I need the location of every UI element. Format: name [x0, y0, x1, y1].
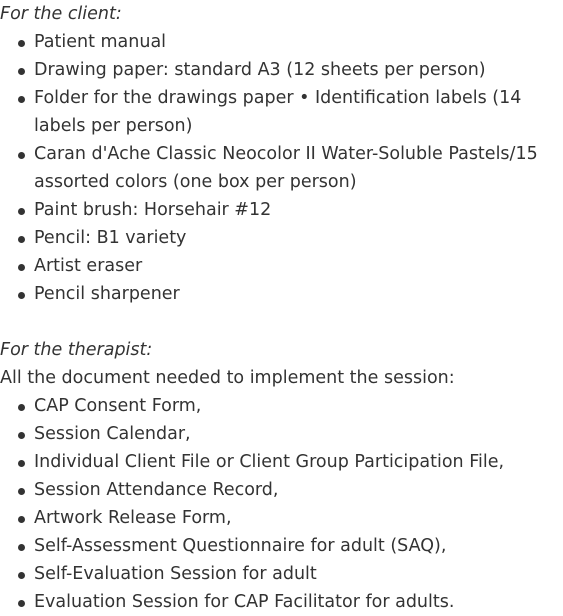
- list-item-text: Artist eraser: [34, 256, 143, 276]
- list-item-text: Paint brush: Horsehair #12: [34, 200, 272, 220]
- list-item: [0, 560, 563, 588]
- list-item: [0, 448, 563, 476]
- list-item-text: Self-Assessment Questionnaire for adult (SAQ),: [34, 536, 447, 556]
- list-item: [0, 140, 563, 196]
- bullet-icon: [18, 600, 25, 607]
- bullet-icon: [18, 236, 25, 243]
- list-item-text: Caran d'Ache Classic Neocolor II Water-Soluble Pastels/15 assorted colors (one box per person): [34, 144, 538, 192]
- bullet-icon: [18, 488, 25, 495]
- list-item-text: Pencil: B1 variety: [34, 228, 187, 248]
- list-item-text: Self-Evaluation Session for adult: [34, 564, 317, 584]
- list-item: [0, 252, 563, 280]
- therapist-heading: For the therapist:: [0, 340, 153, 360]
- list-item: [0, 280, 563, 308]
- list-item: [0, 420, 563, 448]
- list-item: [0, 392, 563, 420]
- bullet-icon: [18, 96, 25, 103]
- client-heading: For the client:: [0, 4, 122, 24]
- list-item: [0, 84, 563, 140]
- list-item-text: Session Calendar,: [34, 424, 191, 444]
- list-item: [0, 224, 563, 252]
- therapist-intro: All the document needed to implement the session:: [0, 368, 455, 388]
- list-item-text: Patient manual: [34, 32, 167, 52]
- bullet-icon: [18, 264, 25, 271]
- list-item-text: CAP Consent Form,: [34, 396, 202, 416]
- bullet-icon: [18, 572, 25, 579]
- list-item: [0, 196, 563, 224]
- list-item-text: Folder for the drawings paper • Identification labels (14 labels per person): [34, 88, 522, 136]
- bullet-icon: [18, 208, 25, 215]
- therapist-items-list: [0, 392, 563, 616]
- bullet-icon: [18, 544, 25, 551]
- bullet-icon: [18, 460, 25, 467]
- list-item: [0, 476, 563, 504]
- list-item: [0, 588, 563, 616]
- client-items-list: [0, 28, 563, 308]
- bullet-icon: [18, 40, 25, 47]
- list-item-text: Pencil sharpener: [34, 284, 180, 304]
- list-item: [0, 28, 563, 56]
- list-item-text: Evaluation Session for CAP Facilitator for adults.: [34, 592, 455, 612]
- list-item-text: Drawing paper: standard A3 (12 sheets per person): [34, 60, 486, 80]
- bullet-icon: [18, 292, 25, 299]
- list-item: [0, 504, 563, 532]
- bullet-icon: [18, 516, 25, 523]
- bullet-icon: [18, 68, 25, 75]
- bullet-icon: [18, 404, 25, 411]
- list-item: [0, 56, 563, 84]
- bullet-icon: [18, 432, 25, 439]
- bullet-icon: [18, 152, 25, 159]
- list-item-text: Individual Client File or Client Group Participation File,: [34, 452, 505, 472]
- list-item-text: Session Attendance Record,: [34, 480, 279, 500]
- list-item-text: Artwork Release Form,: [34, 508, 232, 528]
- section-spacer: [0, 308, 563, 336]
- list-item: [0, 532, 563, 560]
